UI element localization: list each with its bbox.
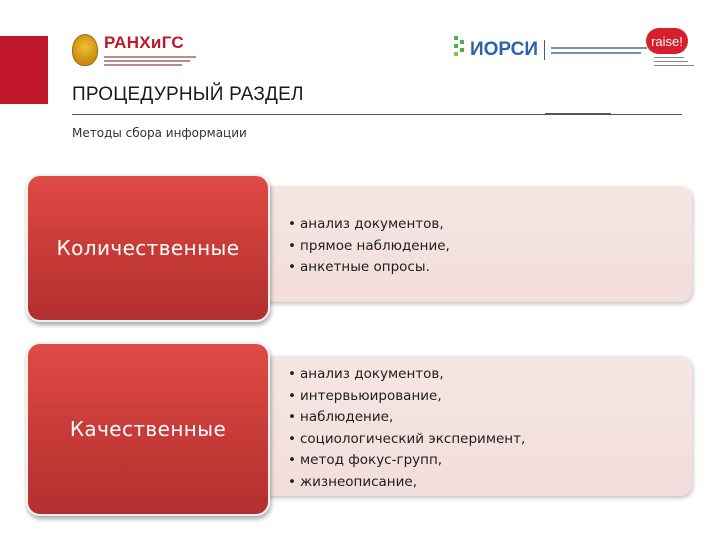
raise-logo-text: raise! [651,33,683,49]
page-subtitle: Методы сбора информации [72,126,247,140]
page-title: ПРОЦЕДУРНЫЙ РАЗДЕЛ [72,84,304,105]
list-item: • жизнеописание, [288,473,417,490]
quantitative-methods-list [288,214,450,279]
iorsi-divider [544,40,545,60]
list-item: • метод фокус-групп, [288,452,443,468]
accent-bar [0,36,48,104]
list-item: • прямое наблюдение, [288,237,450,254]
raise-logo-bubble [646,28,688,54]
list-item: • анализ документов, [288,216,444,232]
iorsi-mark-icon [452,34,466,66]
raise-subtitle-lines [646,57,694,66]
qualitative-card [26,342,270,516]
list-item: • анкетные опросы. [288,259,430,275]
ranepa-logo [72,32,196,68]
iorsi-logo [452,30,647,70]
list-item: • социологический эксперимент, [288,430,526,447]
iorsi-logo-text: ИОРСИ [470,39,539,60]
qualitative-card-label: Качественные [69,417,227,441]
ranepa-subtitle-lines [104,54,196,66]
state-emblem-icon [72,34,98,66]
title-rule-accent [545,113,611,115]
list-item: • интервьюирование, [288,387,442,404]
ranepa-logo-text: РАНХиГС [104,33,184,52]
quantitative-card-label: Количественные [56,236,240,260]
iorsi-subtitle-lines [551,44,647,57]
list-item: • наблюдение, [288,409,394,425]
raise-logo [646,28,694,76]
list-item: • анализ документов, [288,366,444,382]
quantitative-card [26,174,270,322]
qualitative-methods-list [288,364,525,493]
